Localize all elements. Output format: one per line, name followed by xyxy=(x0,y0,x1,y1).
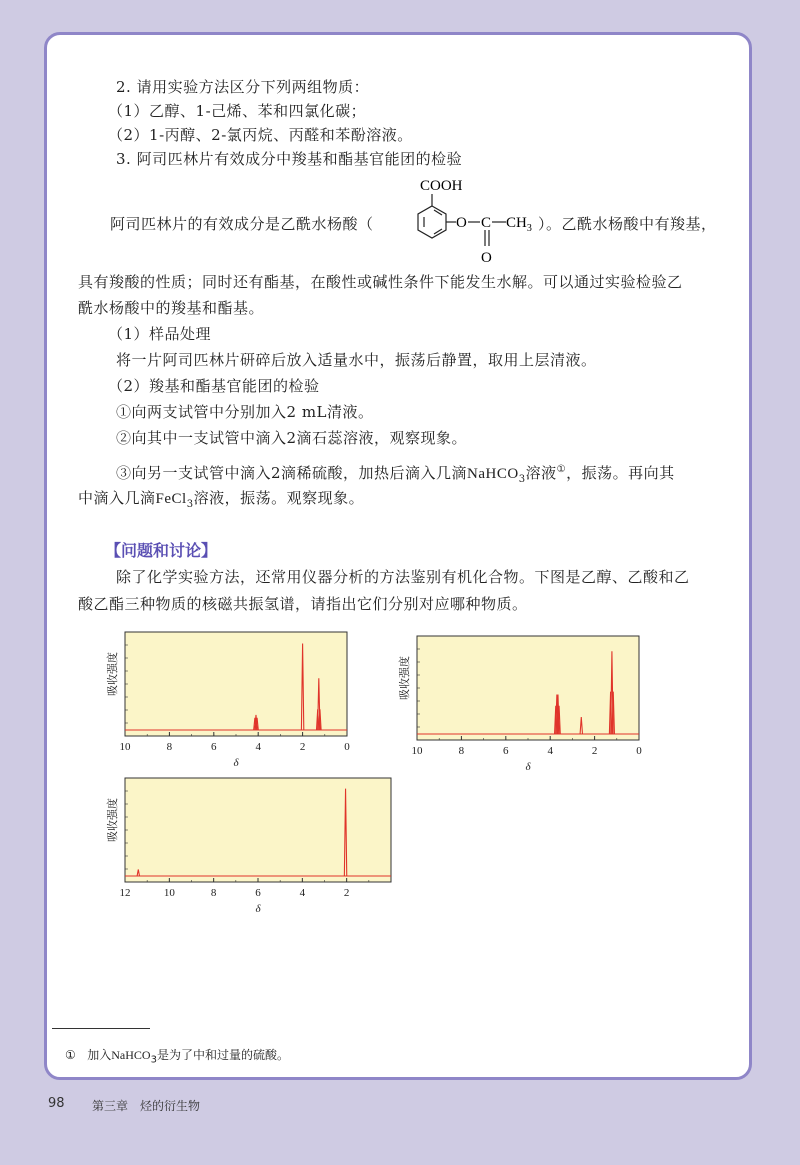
x-tick-label: 10 xyxy=(163,887,175,899)
x-tick-label: 4 xyxy=(547,745,553,757)
step-1-body: 将一片阿司匹林片研碎后放入适量水中，振荡后静置，取用上层清液。 xyxy=(116,351,597,369)
nmr-spectrum-2-svg xyxy=(392,630,652,778)
footnote-subscript: 3 xyxy=(150,1054,157,1066)
ester-oxygen-label: O xyxy=(456,215,467,231)
aspirin-body-2: 酰水杨酸中的羧基和酯基。 xyxy=(78,299,265,317)
exercise-3-title: 3. 阿司匹林片有效成分中羧基和酯基官能团的检验 xyxy=(116,150,463,168)
x-tick-label: 0 xyxy=(344,741,350,753)
nahco3-formula: NaHCO xyxy=(467,466,519,482)
x-tick-label: 0 xyxy=(636,745,642,757)
nmr-spectrum-3 xyxy=(100,772,400,924)
step-2-title: （2）羧基和酯基官能团的检验 xyxy=(108,377,320,395)
footnote-formula: NaHCO xyxy=(111,1048,151,1062)
x-tick-label: 8 xyxy=(166,741,173,753)
nmr-spectrum-1 xyxy=(100,626,360,778)
x-tick-label: 10 xyxy=(411,745,423,757)
step-2-c-text-2: 溶液 xyxy=(525,464,557,482)
step-2-a: ①向两支试管中分别加入2 mL清液。 xyxy=(116,403,374,421)
step-1-title: （1）样品处理 xyxy=(108,325,212,343)
x-tick-label: 4 xyxy=(299,887,306,899)
nahco3-subscript: 3 xyxy=(518,474,526,485)
aspirin-intro-end: ）。乙酰水杨酸中有羧基， xyxy=(538,215,717,233)
step-2-c-cont-2: 溶液，振荡。观察现象。 xyxy=(193,489,365,507)
x-tick-label: 6 xyxy=(255,887,261,899)
plot-area xyxy=(125,778,391,882)
x-tick-label: 8 xyxy=(210,887,217,899)
question-line-2: 酸乙酯三种物质的核磁共振氢谱，请指出它们分别对应哪种物质。 xyxy=(78,595,528,613)
plot-area xyxy=(417,636,639,740)
nmr-spectrum-2 xyxy=(392,630,652,782)
y-axis-label: 吸收强度 xyxy=(106,652,119,696)
plot-area xyxy=(125,632,347,736)
step-2-c-cont-1: 中滴入几滴 xyxy=(78,489,156,507)
footnote-text-1: 加入 xyxy=(87,1048,112,1062)
aspirin-intro-start: 阿司匹林片的有效成分是乙酰水杨酸（ xyxy=(110,215,374,233)
exercise-2-title: 2. 请用实验方法区分下列两组物质： xyxy=(116,78,370,96)
step-2-c-text-3: ，振荡。再向其 xyxy=(566,464,675,482)
carbonyl-oxygen-label: O xyxy=(481,250,492,266)
step-2-c-text-1: ③向另一支试管中滴入2滴稀硫酸，加热后滴入几滴 xyxy=(116,464,468,482)
x-tick-label: 6 xyxy=(503,745,509,757)
step-2-c-cont xyxy=(78,487,364,516)
section-heading: 【问题和讨论】 xyxy=(105,541,218,560)
x-tick-label: 8 xyxy=(458,745,465,757)
x-tick-label: 2 xyxy=(591,745,598,757)
cooh-label: COOH xyxy=(420,178,463,194)
benzene-ring xyxy=(418,206,446,238)
exercise-2-item-2: （2）1-丙醇、2-氯丙烷、丙醛和苯酚溶液。 xyxy=(108,126,413,144)
nmr-spectrum-3-svg xyxy=(100,772,400,920)
fecl3-subscript: 3 xyxy=(186,499,194,510)
footnote-ref: ① xyxy=(556,464,567,475)
exercise-2-item-1: （1）乙醇、1-己烯、苯和四氯化碳； xyxy=(108,102,367,120)
x-axis-label: δ xyxy=(525,761,531,773)
question-line-1: 除了化学实验方法，还常用仪器分析的方法鉴别有机化合物。下图是乙醇、乙酸和乙 xyxy=(116,568,690,586)
fecl3-formula: FeCl xyxy=(155,491,187,507)
y-axis-label: 吸收强度 xyxy=(106,798,119,842)
nmr-spectrum-1-svg xyxy=(100,626,360,774)
x-tick-label: 2 xyxy=(343,887,350,899)
x-tick-label: 4 xyxy=(255,741,261,753)
footnote-text-2: 是为了中和过量的硫酸。 xyxy=(156,1048,289,1062)
x-tick-label: 10 xyxy=(119,741,131,753)
methyl-label: $CH_3$ xyxy=(506,215,532,234)
footnote-marker: ① xyxy=(65,1048,76,1062)
x-axis-label: δ xyxy=(233,757,239,769)
y-axis-label: 吸收强度 xyxy=(398,656,411,700)
x-tick-label: 6 xyxy=(211,741,217,753)
footnote xyxy=(65,1046,289,1065)
page-number: 98 xyxy=(48,1096,65,1111)
step-2-b: ②向其中一支试管中滴入2滴石蕊溶液，观察现象。 xyxy=(116,429,468,447)
aspirin-body-1: 具有羧酸的性质；同时还有酯基，在酸性或碱性条件下能发生水解。可以通过实验检验乙 xyxy=(78,273,683,291)
chapter-title: 第三章 烃的衍生物 xyxy=(92,1099,201,1113)
carbonyl-carbon-label: C xyxy=(481,215,492,231)
x-axis-label: δ xyxy=(255,903,261,915)
x-tick-label: 12 xyxy=(119,887,131,899)
x-tick-label: 2 xyxy=(299,741,306,753)
footnote-rule xyxy=(52,1028,150,1029)
